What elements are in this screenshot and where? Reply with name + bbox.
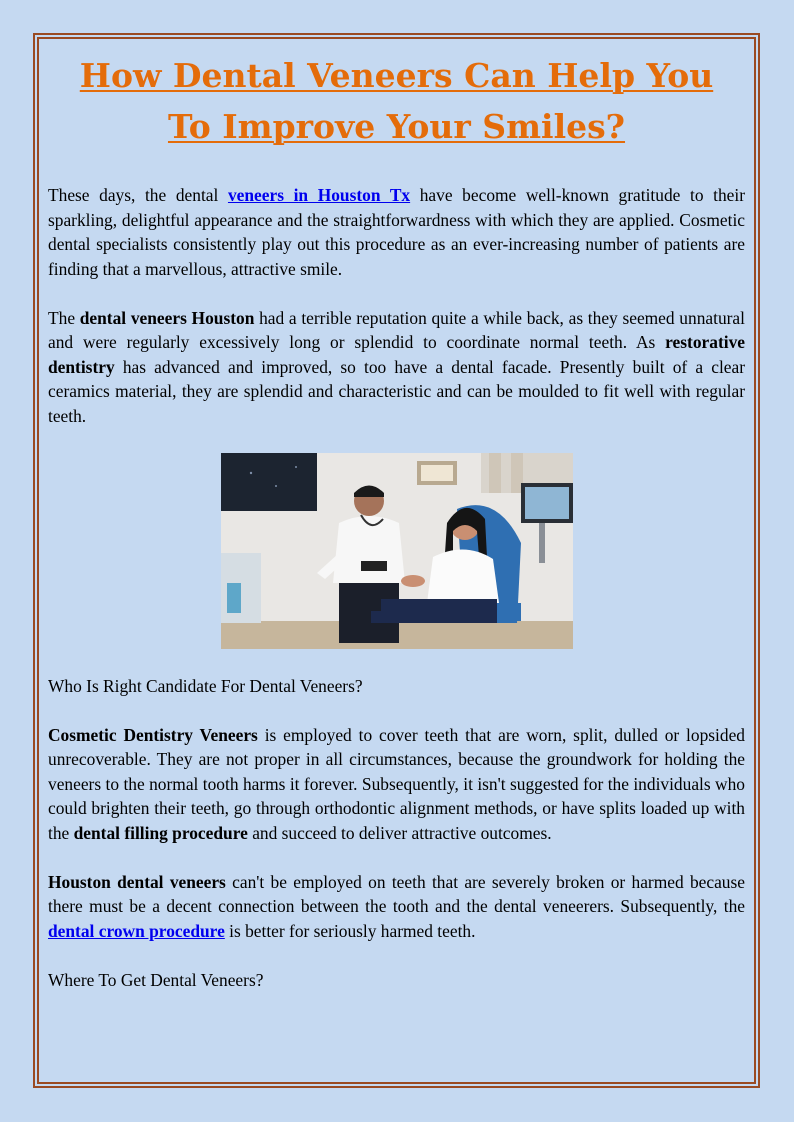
- reputation-text-2: had a terrible reputation quite a while back, as they seemed unnatural and were regularly excessively long or splendid to coordinate normal teeth. As: [48, 307, 745, 352]
- cosmetic-paragraph: [48, 723, 745, 846]
- page-title: [48, 50, 745, 152]
- cosmetic-bold-1: Cosmetic Dentistry Veneers: [48, 724, 258, 745]
- houston-text-2: is better for seriously harmed teeth.: [224, 920, 476, 941]
- intro-text-end: have become well-known gratitude to their sparkling, delightful appearance and the straightforwardness with which they are applied. Cosmetic dental specialists consistently play out this procedure as an ever-increasing number of patients are finding that a marvellous, attractive smile.: [48, 185, 745, 279]
- reputation-text-1: The: [48, 307, 80, 328]
- houston-paragraph: [48, 870, 745, 944]
- reputation-bold-2: restorative dentistry: [48, 332, 745, 377]
- title-line-1: How Dental Veneers Can Help You: [79, 56, 714, 95]
- cosmetic-bold-2: dental filling procedure: [73, 822, 248, 843]
- dentist-patient-photo: [221, 453, 573, 649]
- cosmetic-text-2: and succeed to deliver attractive outcomes.: [247, 822, 552, 843]
- houston-text-1: can't be employed on teeth that are severely broken or harmed because there must be a decent connection between the tooth and the dental veneerers. Subsequently, the: [48, 871, 745, 916]
- houston-bold: Houston dental veneers: [48, 871, 226, 892]
- reputation-paragraph: [48, 306, 745, 429]
- dental-crown-link[interactable]: dental crown procedure: [48, 920, 225, 941]
- intro-paragraph: [48, 183, 745, 281]
- article-body: [48, 183, 745, 1017]
- where-heading: Where To Get Dental Veneers?: [48, 969, 264, 990]
- reputation-bold-1: dental veneers Houston: [79, 307, 255, 328]
- intro-text-start: These days, the dental: [48, 185, 228, 205]
- veneers-houston-link[interactable]: veneers in Houston Tx: [227, 185, 411, 205]
- reputation-text-3: has advanced and improved, so too have a dental facade. Presently built of a clear ceramics material, they are splendid and characteristic and can be moulded to fit well with regular teeth.: [48, 356, 745, 426]
- candidate-heading: Who Is Right Candidate For Dental Veneers?: [48, 675, 363, 696]
- title-line-2: To Improve Your Smiles?: [167, 107, 626, 146]
- cosmetic-text-1: is employed to cover teeth that are worn, split, dulled or lopsided unrecoverable. They are not proper in all circumstances, because the groundwork for holding the veneers to the normal tooth harms it forever. Subsequently, it isn't suggested for the individuals who could brighten their teeth, go through orthodontic alignment methods, or have splits loaded up with the: [48, 724, 745, 843]
